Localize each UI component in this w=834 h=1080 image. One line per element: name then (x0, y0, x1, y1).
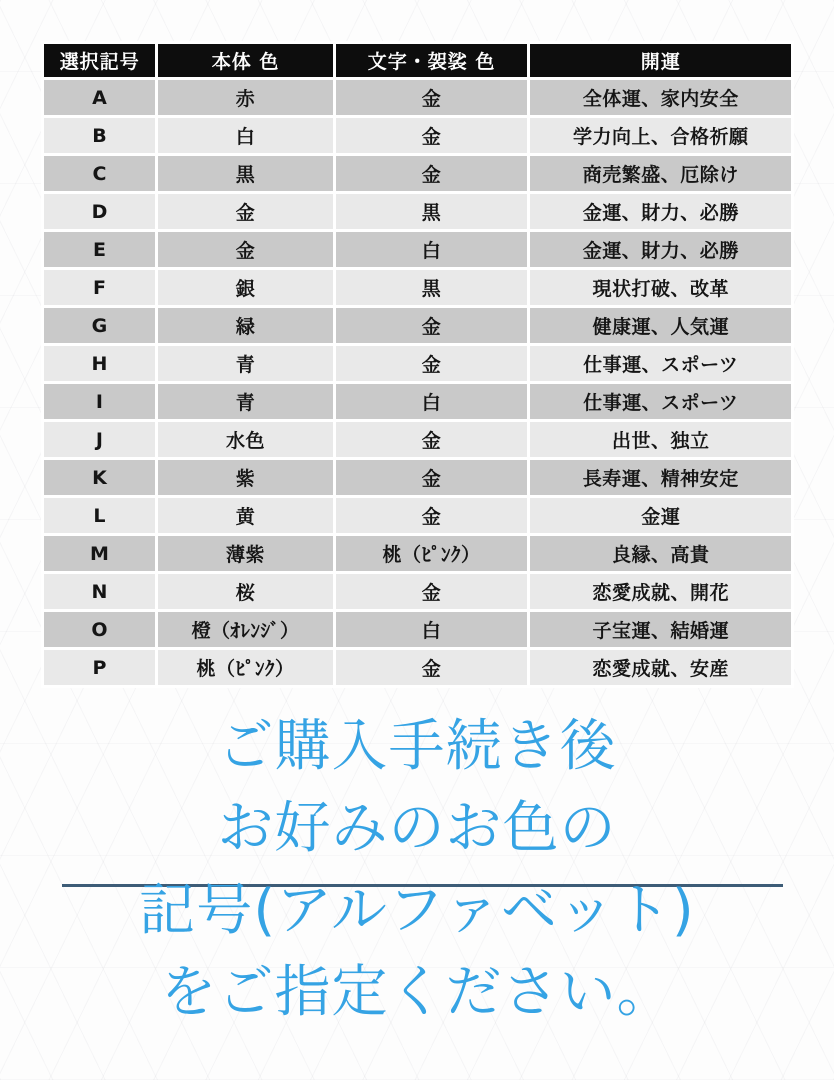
header-text-kesa-color: 文字・袈裟 色 (336, 44, 528, 77)
cell-text-color: 白 (336, 384, 528, 419)
cell-fortune: 出世、独立 (530, 422, 791, 457)
cell-text-color: 金 (336, 498, 528, 533)
table-row (44, 384, 791, 419)
cell-body-color: 緑 (158, 308, 332, 343)
cell-fortune: 恋愛成就、開花 (530, 574, 791, 609)
cell-fortune: 恋愛成就、安産 (530, 650, 791, 685)
cell-body-color: 紫 (158, 460, 332, 495)
cell-body-color: 桃（ﾋﾟﾝｸ） (158, 650, 332, 685)
cell-code: A (44, 80, 155, 115)
table-row (44, 118, 791, 153)
header-fortune: 開運 (530, 44, 791, 77)
cell-body-color: 薄紫 (158, 536, 332, 571)
cell-code: F (44, 270, 155, 305)
table-row (44, 80, 791, 115)
cell-body-color: 青 (158, 346, 332, 381)
cell-code: D (44, 194, 155, 229)
table-header-row (44, 44, 791, 77)
table-row (44, 156, 791, 191)
table-row (44, 270, 791, 305)
cell-body-color: 銀 (158, 270, 332, 305)
cell-code: H (44, 346, 155, 381)
cell-fortune: 商売繁盛、厄除け (530, 156, 791, 191)
cell-text-color: 桃（ﾋﾟﾝｸ） (336, 536, 528, 571)
cell-code: M (44, 536, 155, 571)
cell-text-color: 白 (336, 612, 528, 647)
cell-text-color: 金 (336, 156, 528, 191)
cell-code: N (44, 574, 155, 609)
color-option-table (41, 41, 794, 688)
cell-text-color: 金 (336, 346, 528, 381)
table-row (44, 536, 791, 571)
cell-body-color: 金 (158, 194, 332, 229)
cell-text-color: 金 (336, 460, 528, 495)
cell-code: B (44, 118, 155, 153)
table-row (44, 308, 791, 343)
cell-body-color: 黒 (158, 156, 332, 191)
cell-text-color: 金 (336, 574, 528, 609)
table-row (44, 574, 791, 609)
cell-text-color: 黒 (336, 194, 528, 229)
cell-text-color: 黒 (336, 270, 528, 305)
cell-text-color: 金 (336, 422, 528, 457)
cell-body-color: 水色 (158, 422, 332, 457)
cell-fortune: 良縁、高貴 (530, 536, 791, 571)
table-row (44, 498, 791, 533)
instruction-line-2: お好みのお色の (217, 796, 617, 861)
cell-text-color: 金 (336, 650, 528, 685)
instruction-line-1: ご購入手続き後 (217, 714, 617, 779)
table-row (44, 232, 791, 267)
cell-text-color: 金 (336, 80, 528, 115)
cell-text-color: 金 (336, 118, 528, 153)
cell-body-color: 赤 (158, 80, 332, 115)
cell-fortune: 金運、財力、必勝 (530, 232, 791, 267)
table-row (44, 422, 791, 457)
table-row (44, 612, 791, 647)
header-body-color: 本体 色 (158, 44, 332, 77)
cell-code: E (44, 232, 155, 267)
cell-body-color: 白 (158, 118, 332, 153)
cell-code: L (44, 498, 155, 533)
cell-body-color: 黄 (158, 498, 332, 533)
cell-body-color: 青 (158, 384, 332, 419)
cell-text-color: 白 (336, 232, 528, 267)
cell-code: C (44, 156, 155, 191)
table-row (44, 650, 791, 685)
cell-fortune: 全体運、家内安全 (530, 80, 791, 115)
cell-code: J (44, 422, 155, 457)
cell-code: O (44, 612, 155, 647)
table-row (44, 460, 791, 495)
instruction-line-3: 記号(アルファベット) (139, 878, 695, 943)
cell-fortune: 金運 (530, 498, 791, 533)
cell-fortune: 仕事運、スポーツ (530, 384, 791, 419)
cell-fortune: 健康運、人気運 (530, 308, 791, 343)
cell-body-color: 桜 (158, 574, 332, 609)
cell-fortune: 子宝運、結婚運 (530, 612, 791, 647)
cell-body-color: 橙（ｵﾚﾝｼﾞ） (158, 612, 332, 647)
cell-fortune: 学力向上、合格祈願 (530, 118, 791, 153)
cell-fortune: 金運、財力、必勝 (530, 194, 791, 229)
cell-code: P (44, 650, 155, 685)
cell-fortune: 仕事運、スポーツ (530, 346, 791, 381)
instruction-line-4: をご指定ください。 (160, 960, 674, 1025)
purchase-instruction (0, 706, 834, 1034)
cell-code: G (44, 308, 155, 343)
cell-fortune: 長寿運、精神安定 (530, 460, 791, 495)
table-row (44, 346, 791, 381)
cell-code: I (44, 384, 155, 419)
cell-text-color: 金 (336, 308, 528, 343)
cell-body-color: 金 (158, 232, 332, 267)
cell-code: K (44, 460, 155, 495)
header-selection-code: 選択記号 (44, 44, 155, 77)
cell-fortune: 現状打破、改革 (530, 270, 791, 305)
table-row (44, 194, 791, 229)
